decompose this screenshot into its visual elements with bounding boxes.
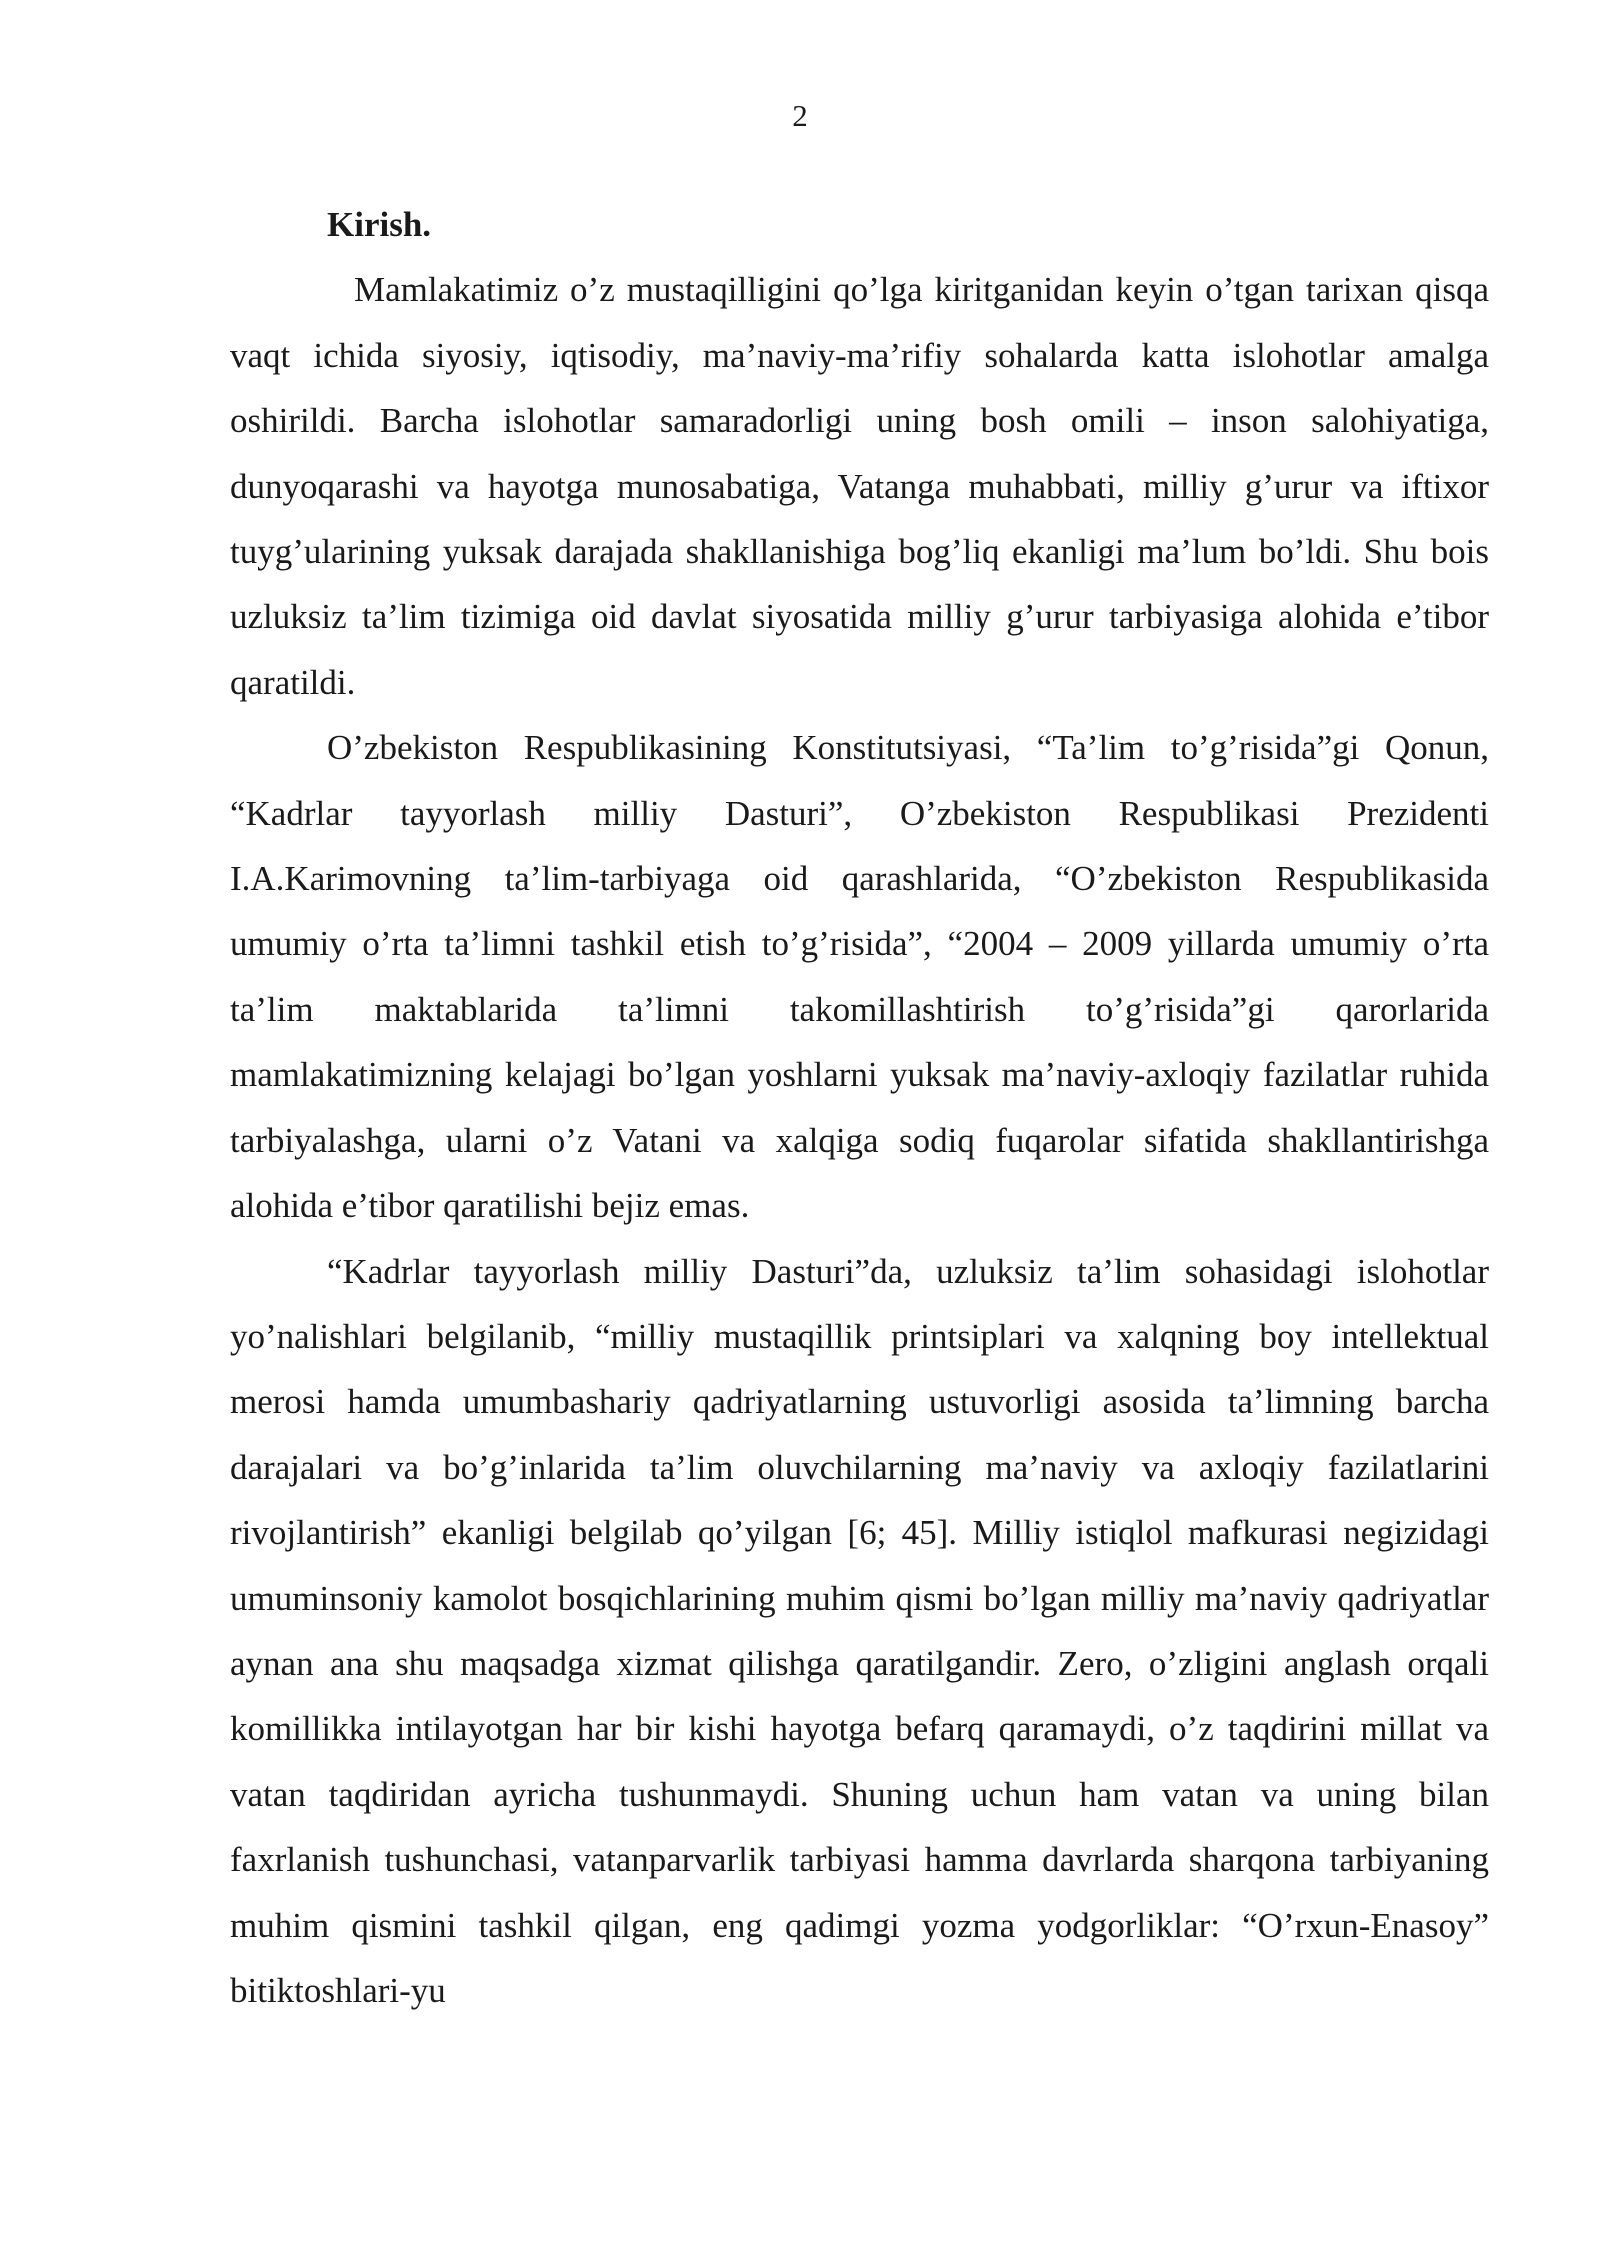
section-heading: Kirish.: [327, 205, 432, 244]
paragraph-1: Mamlakatimiz o’z mustaqilligini qo’lga kiritganidan keyin o’tgan tarixan qisqa vaqt ichida siyosiy, iqtisodiy, ma’naviy-ma’rifiy sohalarda katta islohotlar amalga oshirildi. Barcha islohotlar samaradorligi uning bosh omili – inson salohiyatiga, dunyoqarashi va hayotga munosabatiga, Vatanga muhabbati, milliy g’urur va iftixor tuyg’ularining yuksak darajada shakllanishiga bog’liq ekanligi ma’lum bo’ldi. Shu bois uzluksiz ta’lim tizimiga oid davlat siyosatida milliy g’urur tarbiyasiga alohida e’tibor qaratildi.: [230, 270, 1489, 702]
document-body: [230, 192, 1489, 2023]
page-number: 2: [792, 98, 808, 133]
paragraph-2: O’zbekiston Respublikasining Konstitutsiyasi, “Ta’lim to’g’risida”gi Qonun, “Kadrlar tayyorlash milliy Dasturi”, O’zbekiston Respublikasi Prezidenti I.A.Karimovning ta’lim-tarbiyaga oid qarashlarida, “O’zbekiston Respublikasida umumiy o’rta ta’limni tashkil etish to’g’risida”, “2004 – 2009 yillarda umumiy o’rta ta’lim maktablarida ta’limni takomillashtirish to’g’risida”gi qarorlarida mamlakatimizning kelajagi bo’lgan yoshlarni yuksak ma’naviy-axloqiy fazilatlar ruhida tarbiyalashga, ularni o’z Vatani va xalqiga sodiq fuqarolar sifatida shakllantirishga alohida e’tibor qaratilishi bejiz emas.: [230, 728, 1489, 1226]
paragraph-3: “Kadrlar tayyorlash milliy Dasturi”da, uzluksiz ta’lim sohasidagi islohotlar yo’nalishlari belgilanib, “milliy mustaqillik printsiplari va xalqning boy intellektual merosi hamda umumbashariy qadriyatlarning ustuvorligi asosida ta’limning barcha darajalari va bo’g’inlarida ta’lim oluvchilarning ma’naviy va axloqiy fazilatlarini rivojlantirish” ekanligi belgilab qo’yilgan [6; 45]. Milliy istiqlol mafkurasi negizidagi umuminsoniy kamolot bosqichlarining muhim qismi bo’lgan milliy ma’naviy qadriyatlar aynan ana shu maqsadga xizmat qilishga qaratilgandir. Zero, o’zligini anglash orqali komillikka intilayotgan har bir kishi hayotga befarq qaramaydi, o’z taqdirini millat va vatan taqdiridan ayricha tushunmaydi. Shuning uchun ham vatan va uning bilan faxrlanish tushunchasi, vatanparvarlik tarbiyasi hamma davrlarda sharqona tarbiyaning muhim qismini tashkil qilgan, eng qadimgi yozma yodgorliklar: “O’rxun-Enasoy” bitiktoshlari-yu: [230, 1251, 1489, 2010]
